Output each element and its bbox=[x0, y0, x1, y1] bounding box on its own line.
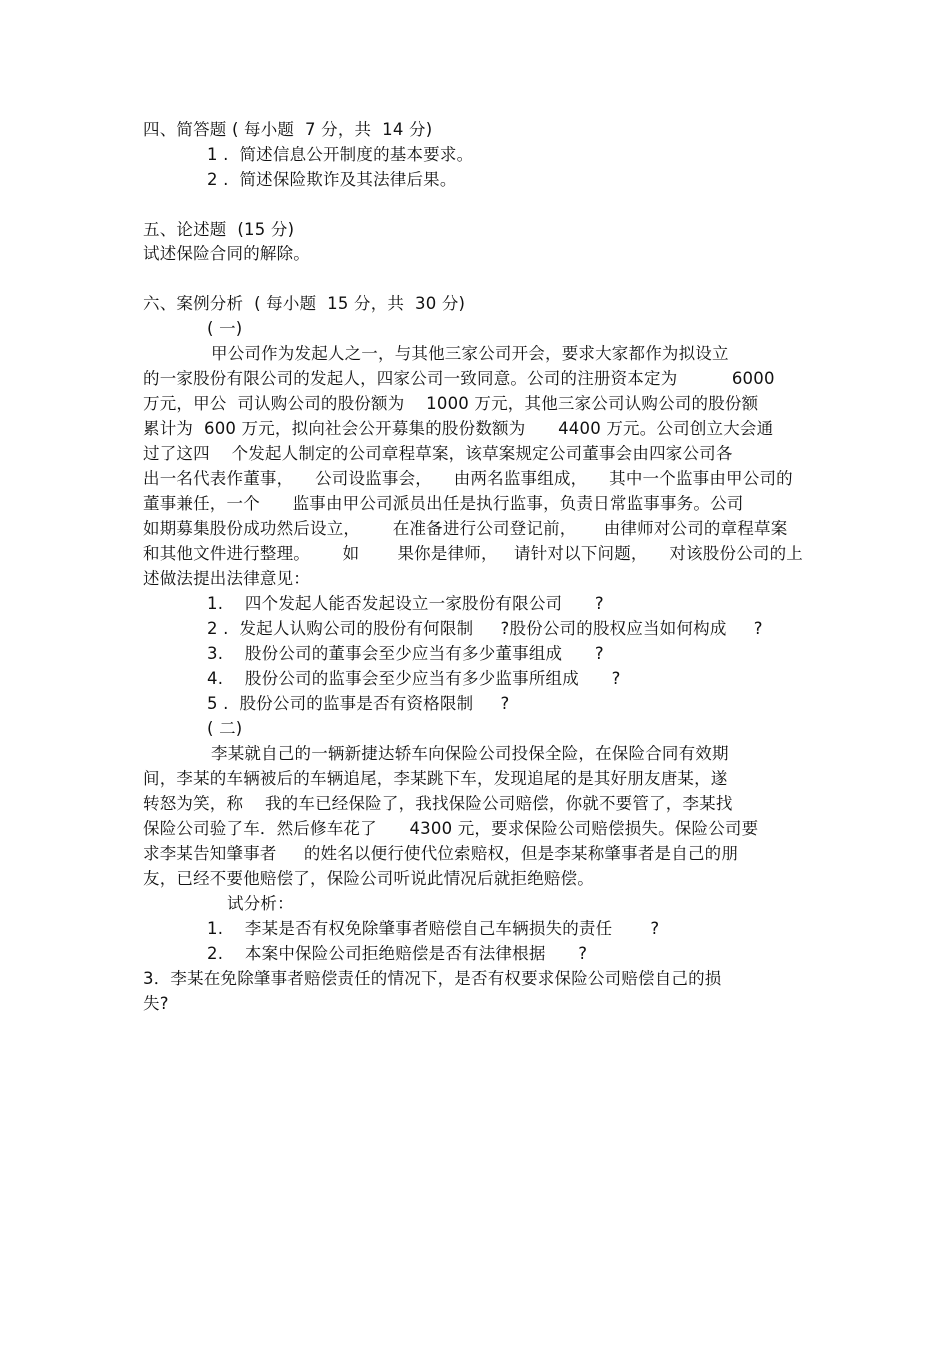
case-1-question-5: 5 . 股份公司的监事是否有资格限制 ? bbox=[207, 694, 510, 713]
case-1-line: 董事兼任，一个 监事由甲公司派员出任是执行监事，负责日常监事事务。公司 bbox=[143, 494, 744, 513]
case-2-question-3-cont: 失? bbox=[143, 994, 169, 1013]
section-5-question: 试述保险合同的解除。 bbox=[143, 244, 310, 263]
case-1-line: 万元，甲公 司认购公司的股份额为 1000 万元，其他三家公司认购公司的股份额 bbox=[143, 394, 759, 413]
case-1-line: 的一家股份有限公司的发起人，四家公司一致同意。公司的注册资本定为 6000 bbox=[143, 369, 775, 388]
case-2-prompt: 试分析： bbox=[227, 894, 294, 913]
case-2-line: 友，已经不要他赔偿了，保险公司听说此情况后就拒绝赔偿。 bbox=[143, 869, 594, 888]
case-1-line: 和其他文件进行整理。 如 果你是律师， 请针对以下问题， 对该股份公司的上 bbox=[143, 544, 803, 563]
case-2-question-3: 3．李某在免除肇事者赔偿责任的情况下，是否有权要求保险公司赔偿自己的损 bbox=[143, 969, 722, 988]
case-1-line: 过了这四 个发起人制定的公司章程草案，该草案规定公司董事会由四家公司各 bbox=[143, 444, 733, 463]
case-1-line: 出一名代表作董事， 公司设监事会， 由两名监事组成， 其中一个监事由甲公司的 bbox=[143, 469, 793, 488]
case-1-question-1: 1. 四个发起人能否发起设立一家股份有限公司 ? bbox=[207, 594, 604, 613]
section-4-item-2: 2 . 简述保险欺诈及其法律后果。 bbox=[207, 170, 457, 189]
case-1-question-2: 2 . 发起人认购公司的股份有何限制 ?股份公司的股权应当如何构成 ? bbox=[207, 619, 763, 638]
section-5-title: 五、论述题 (15 分) bbox=[143, 220, 295, 239]
case-2-line: 间，李某的车辆被后的车辆追尾，李某跳下车，发现追尾的是其好朋友唐某，遂 bbox=[143, 769, 728, 788]
case-1-question-4: 4. 股份公司的监事会至少应当有多少监事所组成 ? bbox=[207, 669, 621, 688]
case-2-question-2: 2. 本案中保险公司拒绝赔偿是否有法律根据 ? bbox=[207, 944, 588, 963]
case-1-label: ( 一) bbox=[207, 319, 243, 338]
case-1-line: 累计为 600 万元，拟向社会公开募集的股份数额为 4400 万元。公司创立大会通 bbox=[143, 419, 774, 438]
case-2-line: 保险公司验了车．然后修车花了 4300 元，要求保险公司赔偿损失。保险公司要 bbox=[143, 819, 759, 838]
section-6-title: 六、案例分析 ( 每小题 15 分，共 30 分) bbox=[143, 294, 466, 313]
case-2-question-1: 1. 李某是否有权免除肇事者赔偿自己车辆损失的责任 ? bbox=[207, 919, 660, 938]
case-1-line: 述做法提出法律意见： bbox=[143, 569, 310, 588]
case-2-line: 李某就自己的一辆新捷达轿车向保险公司投保全险，在保险合同有效期 bbox=[211, 744, 729, 763]
section-4-title: 四、简答题 ( 每小题 7 分，共 14 分) bbox=[143, 120, 433, 139]
section-4-item-1: 1 . 简述信息公开制度的基本要求。 bbox=[207, 145, 474, 164]
case-2-line: 转怒为笑，称 我的车已经保险了，我找保险公司赔偿，你就不要管了，李某找 bbox=[143, 794, 733, 813]
case-2-line: 求李某告知肇事者 的姓名以便行使代位索赔权，但是李某称肇事者是自己的朋 bbox=[143, 844, 739, 863]
case-1-line: 甲公司作为发起人之一，与其他三家公司开会，要求大家都作为拟设立 bbox=[211, 344, 729, 363]
case-2-label: ( 二) bbox=[207, 719, 243, 738]
case-1-line: 如期募集股份成功然后设立， 在准备进行公司登记前， 由律师对公司的章程草案 bbox=[143, 519, 788, 538]
case-1-question-3: 3. 股份公司的董事会至少应当有多少董事组成 ? bbox=[207, 644, 604, 663]
